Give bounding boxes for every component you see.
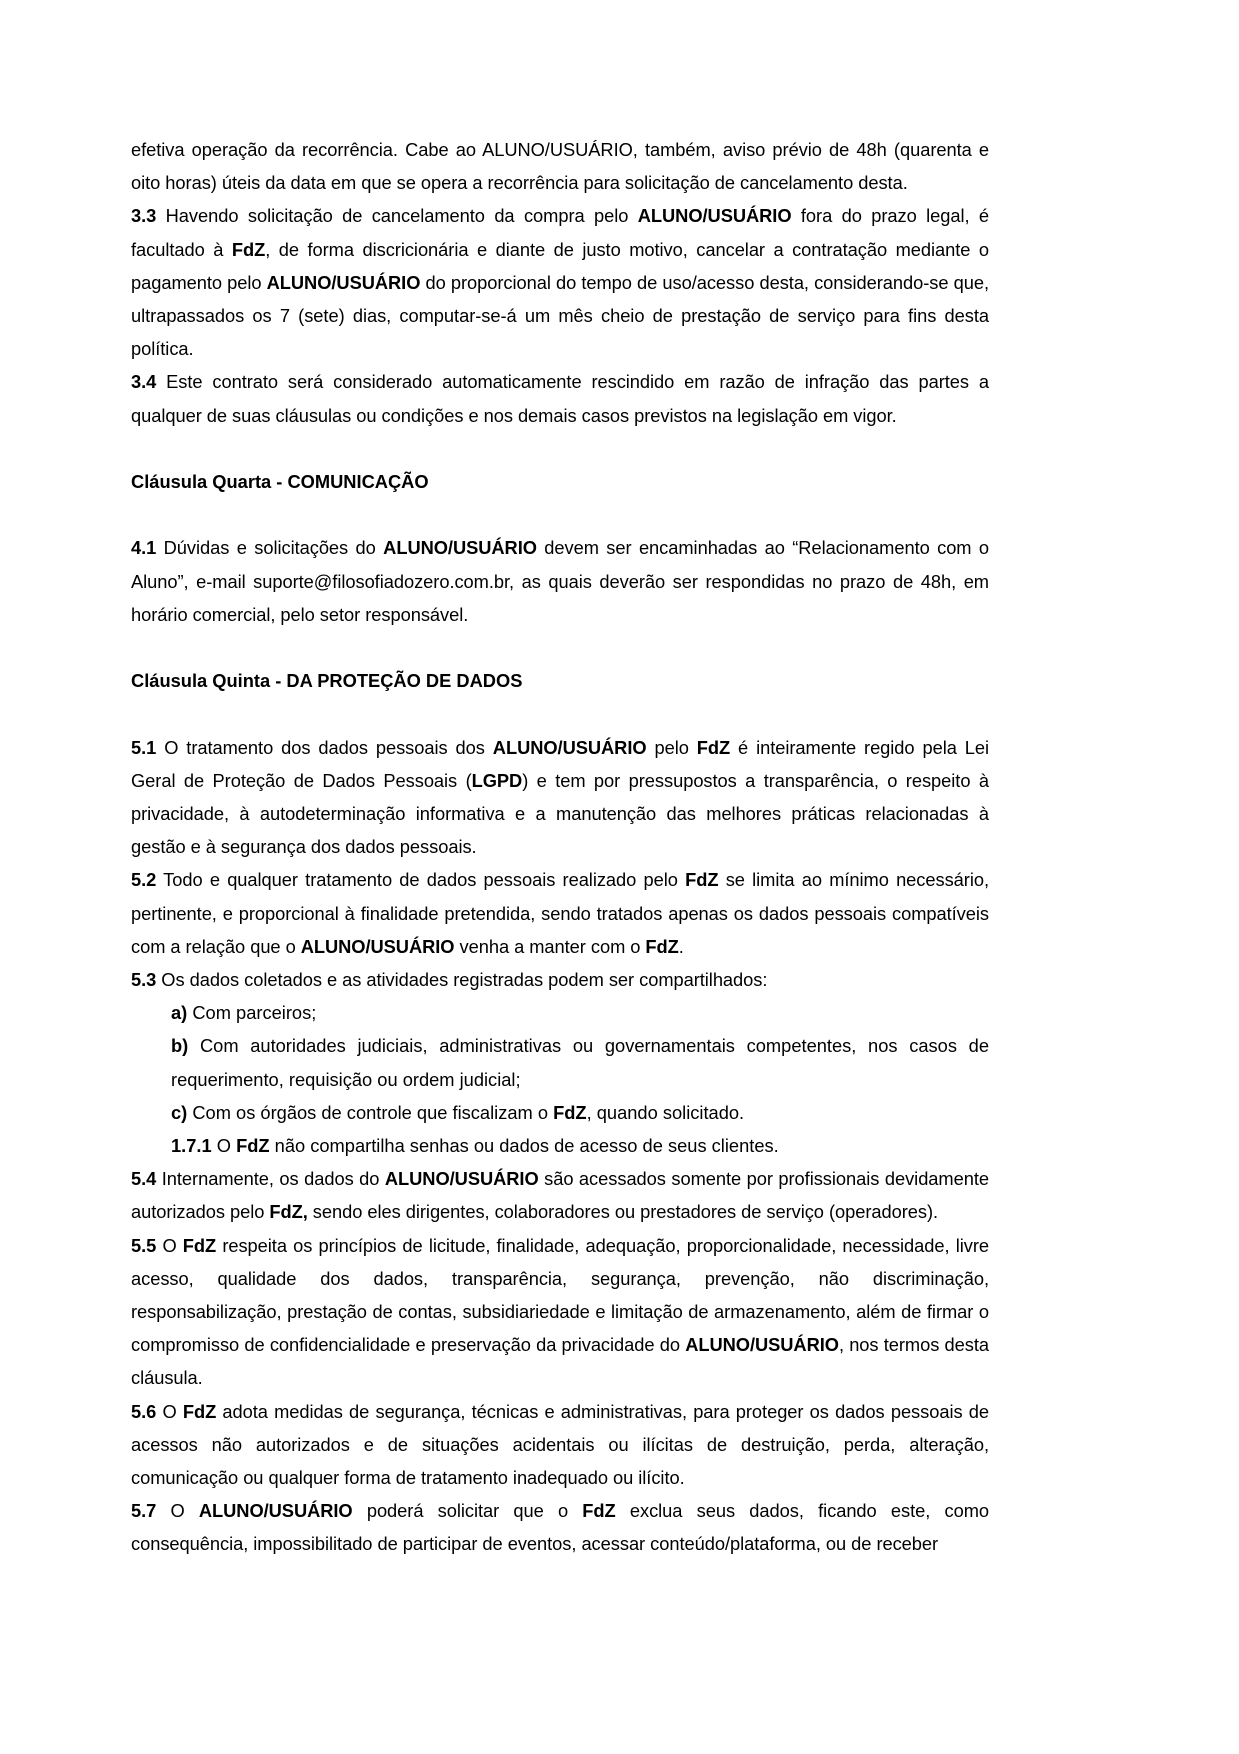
list-item [131, 996, 989, 1029]
paragraph [131, 133, 989, 199]
body-text: devem ser encaminhadas ao “Relacionamento com o Aluno”, e-mail suporte@filosofiadozero.com.br, as quais deverão ser respondidas no prazo de 48h, em horário comercial, pelo setor responsável. [131, 537, 989, 625]
paragraph [131, 1395, 989, 1495]
vertical-spacer [131, 432, 989, 465]
emphasis-text: 5.3 [131, 969, 157, 991]
emphasis-text: FdZ [685, 869, 719, 891]
body-text: respeita os princípios de licitude, finalidade, adequação, proporcionalidade, necessidade, livre acesso, qualidade dos dados, transparência, segurança, prevenção, não discriminação, responsabilização, prestação de contas, subsidiariedade e limitação de armazenamento, além de firmar o compromisso de confidencialidade e preservação da privacidade do [131, 1234, 989, 1356]
emphasis-text: FdZ [182, 1400, 217, 1422]
body-text: do proporcional do tempo de uso/acesso desta, considerando-se que, ultrapassados os 7 (sete) dias, computar-se-á um mês cheio de prestação de serviço para fins desta política. [131, 271, 989, 360]
body-text: Com os órgãos de controle que fiscalizam o [187, 1101, 554, 1123]
body-text: O [156, 1400, 183, 1422]
emphasis-text: FdZ [236, 1135, 270, 1157]
emphasis-text: FdZ [553, 1101, 587, 1123]
emphasis-text: 5.5 [131, 1234, 157, 1256]
emphasis-text: 3.3 [131, 205, 157, 227]
body-text: Internamente, os dados do [156, 1168, 385, 1190]
vertical-spacer [131, 498, 989, 531]
emphasis-text: 1.7.1 [171, 1135, 212, 1157]
body-text: sendo eles dirigentes, colaboradores ou prestadores de serviço (operadores). [307, 1201, 939, 1223]
body-text: . [678, 935, 684, 957]
body-text: Este contrato será considerado automaticamente rescindido em razão de infração das partes a qualquer de suas cláusulas ou condições e nos demais casos previstos na legislação em vigor. [131, 371, 989, 426]
emphasis-text: ALUNO/USUÁRIO [266, 271, 421, 293]
emphasis-text: ALUNO/USUÁRIO [300, 935, 455, 957]
paragraph [131, 1229, 989, 1395]
paragraph [131, 365, 989, 431]
paragraph [131, 963, 989, 996]
paragraph [131, 1162, 989, 1228]
emphasis-text: FdZ [645, 935, 679, 957]
vertical-spacer [131, 631, 989, 664]
body-text: ) e tem por pressupostos a transparência, o respeito à privacidade, à autodeterminação informativa e a manutenção das melhores práticas relacionadas à gestão e à segurança dos dados pessoais. [131, 769, 989, 858]
section-heading [131, 664, 989, 697]
body-text: O [211, 1135, 237, 1157]
emphasis-text: c) [171, 1101, 188, 1123]
paragraph [131, 531, 989, 631]
body-text: adota medidas de segurança, técnicas e administrativas, para proteger os dados pessoais de acessos não autorizados e de situações acidentais ou ilícitas de destruição, perda, alteração, comunicação ou qualquer forma de tratamento inadequado ou ilícito. [131, 1400, 990, 1489]
emphasis-text: ALUNO/USUÁRIO [492, 736, 647, 758]
section-heading [131, 465, 989, 498]
body-text: venha a manter com o [454, 935, 646, 957]
paragraph [131, 1494, 989, 1560]
body-text: Todo e qualquer tratamento de dados pessoais realizado pelo [156, 869, 686, 891]
body-text: Havendo solicitação de cancelamento da compra pelo [156, 205, 638, 227]
emphasis-text: 5.7 [131, 1500, 157, 1522]
body-text: O [156, 1234, 183, 1256]
body-text: O tratamento dos dados pessoais dos [156, 736, 493, 758]
body-text: se limita ao mínimo necessário, pertinente, e proporcional à finalidade pretendida, sendo tratados apenas os dados pessoais compatíveis com a relação que o [131, 869, 989, 957]
emphasis-text: Cláusula Quarta - COMUNICAÇÃO [131, 471, 429, 493]
body-text: não compartilha senhas ou dados de acesso de seus clientes. [269, 1135, 779, 1157]
paragraph [131, 731, 989, 864]
body-text: , quando solicitado. [586, 1101, 745, 1123]
paragraph [131, 199, 989, 365]
emphasis-text: ALUNO/USUÁRIO [383, 537, 537, 559]
emphasis-text: 4.1 [131, 537, 157, 559]
body-text: fora do prazo legal, é facultado à [131, 205, 990, 260]
emphasis-text: a) [171, 1002, 188, 1024]
emphasis-text: ALUNO/USUÁRIO [198, 1500, 353, 1522]
list-item [131, 1096, 989, 1129]
emphasis-text: 5.4 [131, 1168, 157, 1190]
emphasis-text: 5.1 [131, 736, 157, 758]
document-body [131, 133, 989, 1561]
emphasis-text: 5.2 [131, 869, 157, 891]
body-text: , nos termos desta cláusula. [131, 1334, 990, 1389]
emphasis-text: ALUNO/USUÁRIO [637, 205, 792, 227]
emphasis-text: ALUNO/USUÁRIO [685, 1334, 839, 1356]
paragraph [131, 863, 989, 963]
body-text: , de forma discricionária e diante de justo motivo, cancelar a contratação mediante o pagamento pelo [131, 238, 990, 293]
body-text: O [156, 1500, 199, 1522]
body-text: Com parceiros; [187, 1002, 317, 1024]
body-text: exclua seus dados, ficando este, como consequência, impossibilitado de participar de eventos, acessar conteúdo/plataforma, ou de receber [131, 1500, 989, 1555]
vertical-spacer [131, 697, 989, 730]
emphasis-text: FdZ, [269, 1201, 308, 1223]
body-text: poderá solicitar que o [352, 1500, 583, 1522]
body-text: é inteiramente regido pela Lei Geral de Proteção de Dados Pessoais ( [131, 736, 990, 791]
emphasis-text: 5.6 [131, 1400, 157, 1422]
emphasis-text: b) [171, 1035, 189, 1057]
emphasis-text: ALUNO/USUÁRIO [384, 1168, 539, 1190]
body-text: Os dados coletados e as atividades registradas podem ser compartilhados: [156, 969, 768, 991]
emphasis-text: Cláusula Quinta - DA PROTEÇÃO DE DADOS [131, 670, 523, 692]
emphasis-text: 3.4 [131, 371, 157, 393]
body-text: efetiva operação da recorrência. Cabe ao ALUNO/USUÁRIO, também, aviso prévio de 48h (quarenta e oito horas) úteis da data em que se opera a recorrência para solicitação de cancelamento desta. [131, 139, 989, 194]
emphasis-text: FdZ [582, 1500, 616, 1522]
body-text: pelo [646, 736, 697, 758]
emphasis-text: LGPD [471, 769, 523, 791]
list-item [131, 1029, 989, 1095]
list-item [131, 1129, 989, 1162]
body-text: Com autoridades judiciais, administrativas ou governamentais competentes, nos casos de requerimento, requisição ou ordem judicial; [171, 1035, 989, 1090]
emphasis-text: FdZ [182, 1234, 217, 1256]
emphasis-text: FdZ [696, 736, 731, 758]
body-text: são acessados somente por profissionais devidamente autorizados pelo [131, 1168, 989, 1223]
emphasis-text: FdZ [231, 238, 266, 260]
body-text: Dúvidas e solicitações do [156, 537, 384, 559]
